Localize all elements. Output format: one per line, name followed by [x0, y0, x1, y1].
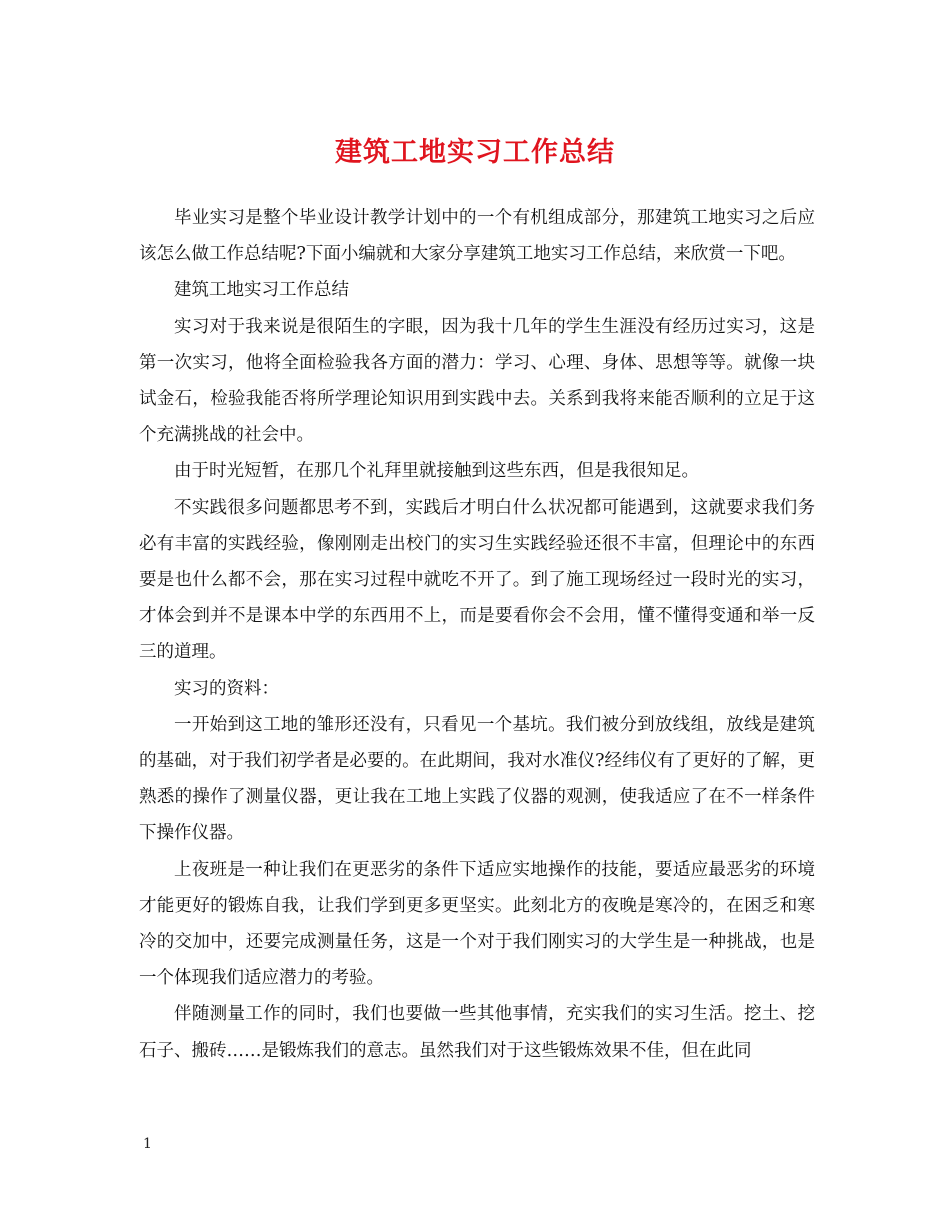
document-body: [139, 200, 815, 1069]
paragraph-short-time: 由于时光短暂，在那几个礼拜里就接触到这些东西，但是我很知足。: [174, 461, 699, 482]
document-title: 建筑工地实习工作总结: [335, 137, 615, 168]
paragraph-other-work: 伴随测量工作的同时，我们也要做一些其他事情，充实我们的实习生活。挖土、挖石子、搬砖……是锻炼我们的意志。虽然我们对于这些锻炼效果不佳，但在此同: [139, 1004, 815, 1061]
paragraph-surveying: 一开始到这工地的雏形还没有，只看见一个基坑。我们被分到放线组，放线是建筑的基础，对于我们初学者是必要的。在此期间，我对水准仪?经纬仪有了更好的了解，更熟悉的操作了测量仪器，更让我在工地上实践了仪器的观测，使我适应了在不一样条件下操作仪器。: [139, 714, 815, 844]
paragraph-subheading: 建筑工地实习工作总结: [174, 280, 349, 301]
paragraph-practice: 不实践很多问题都思考不到，实践后才明白什么状况都可能遇到，这就要求我们务必有丰富的实践经验，像刚刚走出校门的实习生实践经验还很不丰富，但理论中的东西要是也什么都不会，那在实习过程中就吃不开了。到了施工现场经过一段时光的实习，才体会到并不是课本中学的东西用不上，而是要看你会不会用，懂不懂得变通和举一反三的道理。: [139, 497, 815, 663]
paragraph-intro: 毕业实习是整个毕业设计教学计划中的一个有机组成部分，那建筑工地实习之后应该怎么做工作总结呢?下面小编就和大家分享建筑工地实习工作总结，来欣赏一下吧。: [139, 208, 815, 265]
paragraph-materials-heading: 实习的资料：: [174, 678, 279, 699]
paragraph-night-shift: 上夜班是一种让我们在更恶劣的条件下适应实地操作的技能，要适应最恶劣的环境才能更好的锻炼自我，让我们学到更多更坚实。此刻北方的夜晚是寒冷的，在困乏和寒冷的交加中，还要完成测量任务，这是一个对于我们刚实习的大学生是一种挑战，也是一个体现我们适应潜力的考验。: [139, 859, 815, 989]
paragraph-first-internship: 实习对于我来说是很陌生的字眼，因为我十几年的学生生涯没有经历过实习，这是第一次实习，他将全面检验我各方面的潜力：学习、心理、身体、思想等等。就像一块试金石，检验我能否将所学理论知识用到实践中去。关系到我将来能否顺利的立足于这个充满挑战的社会中。: [139, 316, 815, 446]
page-number: 1: [143, 1136, 152, 1152]
